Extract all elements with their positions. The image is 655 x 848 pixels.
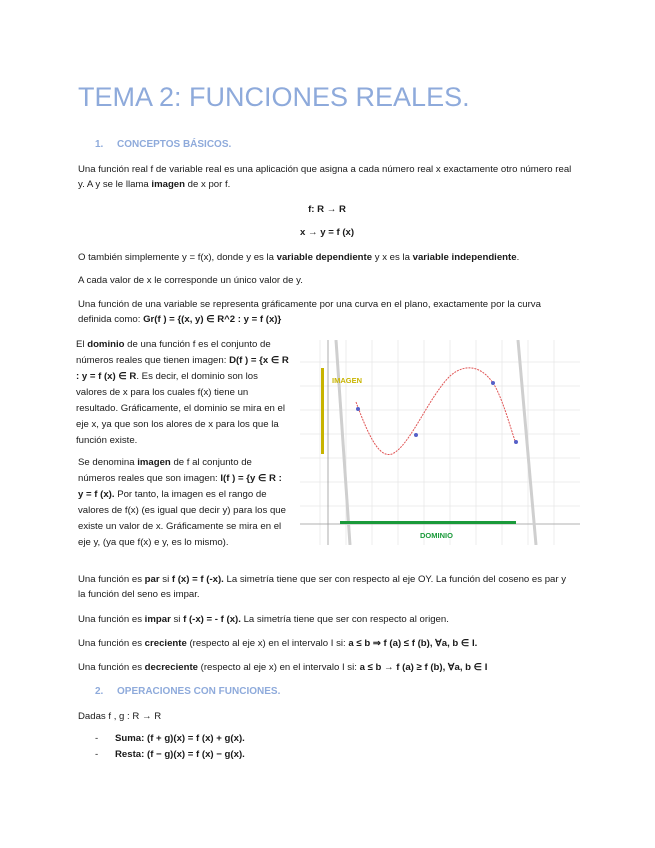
imagen-label: IMAGEN [332, 376, 362, 385]
bold-text: creciente [144, 638, 187, 649]
text: Una función es [78, 662, 145, 673]
curve-point [491, 381, 495, 385]
text: O también simplemente y = f(x), donde y es la [78, 252, 277, 263]
text: El [76, 339, 88, 350]
bold-text: Gr(f ) = {(x, y) ∈ R^2 : y = f (x)} [143, 314, 282, 325]
bold-text: dominio [87, 339, 125, 350]
list-label: Resta [115, 749, 142, 760]
bold-text: a ≤ b ⇒ f (a) ≤ f (b), ∀a, b ∈ I. [348, 638, 478, 649]
paragraph-decreasing-function [78, 660, 576, 675]
list-formula: : (f − g)(x) = f (x) − g(x). [141, 749, 245, 760]
bold-text: I(f ) = {y ∈ R : y = f (x). [78, 473, 282, 500]
text: . [516, 252, 520, 263]
formula-mapping: f: R → R [308, 204, 346, 215]
paragraph-unique-value: A cada valor de x le corresponde un único valor de y. [78, 275, 303, 286]
text: Una función es [78, 638, 145, 649]
text: de f al conjunto de números reales que son imagen: [78, 457, 252, 484]
section-label: CONCEPTOS BÁSICOS. [117, 139, 232, 150]
section-label: OPERACIONES CON FUNCIONES. [117, 686, 281, 697]
text: (respecto al eje x) en el intervalo I si: [186, 638, 349, 649]
list-item-difference [95, 749, 245, 760]
text: Una función es [78, 614, 145, 625]
imagen-bar [321, 368, 324, 454]
page-title: TEMA 2: FUNCIONES REALES. [78, 82, 470, 112]
paragraph-image [78, 455, 288, 551]
text: . Es decir, el dominio son los valores de x para los cuales f(x) tiene un resultado. Gráficamente, el dominio se mira en el eje x, ya que son los alores de x para los que la función existe. [76, 371, 286, 446]
section-number: 1. [95, 139, 104, 150]
paragraph-given-functions: Dadas f , g : R → R [78, 711, 162, 722]
text: La simetría tiene que ser con respecto al eje OY. La función del coseno es par y la función del seno es impar. [78, 574, 567, 600]
bold-text: f (x) = f (-x). [171, 574, 224, 585]
text: de x por f. [185, 179, 231, 190]
list-item-sum [95, 733, 245, 744]
text: (respecto al eje x) en el intervalo I si: [198, 662, 360, 673]
list-dash: - [95, 733, 99, 744]
function-graph [300, 340, 580, 545]
bold-text: imagen [151, 179, 185, 190]
paragraph-increasing-function [78, 636, 576, 651]
paragraph-variables [78, 250, 576, 265]
curve-point [514, 440, 518, 444]
paragraph-graph-definition [78, 297, 576, 327]
text: Por tanto, la imagen es el rango de valores de f(x) (es igual que decir y) para los que existe un valor de x. Gráficamente se mira en el eje y, (ya que f(x) e y, es lo mismo). [78, 489, 286, 548]
curve-point [356, 407, 360, 411]
bold-text: a ≤ b → f (a) ≥ f (b), ∀a, b ∈ I [359, 662, 488, 673]
bold-text: D(f ) = {x ∈ R : y = f (x) ∈ R [76, 355, 289, 382]
text: Se denomina [78, 457, 138, 468]
text: y x es la [372, 252, 413, 263]
bold-text: decreciente [144, 662, 198, 673]
section-heading-2 [95, 686, 280, 697]
bold-text: imagen [137, 457, 171, 468]
text: Una función es [78, 574, 145, 585]
bold-text: impar [144, 614, 171, 625]
section-heading-1 [95, 139, 231, 150]
bold-text: variable dependiente [276, 252, 373, 263]
list-formula: : (f + g)(x) = f (x) + g(x). [141, 733, 245, 744]
text: de una función f es el conjunto de números reales que tienen imagen: [76, 339, 271, 366]
section-number: 2. [95, 686, 104, 697]
text: si [170, 614, 184, 625]
list-dash: - [95, 749, 99, 760]
bold-text: variable independiente [412, 252, 517, 263]
curve-point [414, 433, 418, 437]
dominio-bar [340, 521, 516, 524]
text: si [159, 574, 172, 585]
dominio-label: DOMINIO [420, 531, 453, 540]
paragraph-odd-function [78, 612, 576, 627]
text: Una función de una variable se representa gráficamente por una curva en el plano, exactamente por la curva definida como: [78, 299, 541, 325]
text: Una función real f de variable real es una aplicación que asigna a cada número real x exactamente otro número real y. A y se le llama [78, 164, 572, 190]
bold-text: par [144, 574, 160, 585]
paragraph-domain [76, 337, 291, 449]
text: La simetría tiene que ser con respecto al origen. [240, 614, 449, 625]
bold-text: f (-x) = - f (x). [183, 614, 241, 625]
list-label: Suma [115, 733, 142, 744]
paragraph-even-function [78, 572, 576, 602]
paragraph-definition [78, 162, 576, 192]
formula-function: x → y = f (x) [299, 227, 355, 238]
